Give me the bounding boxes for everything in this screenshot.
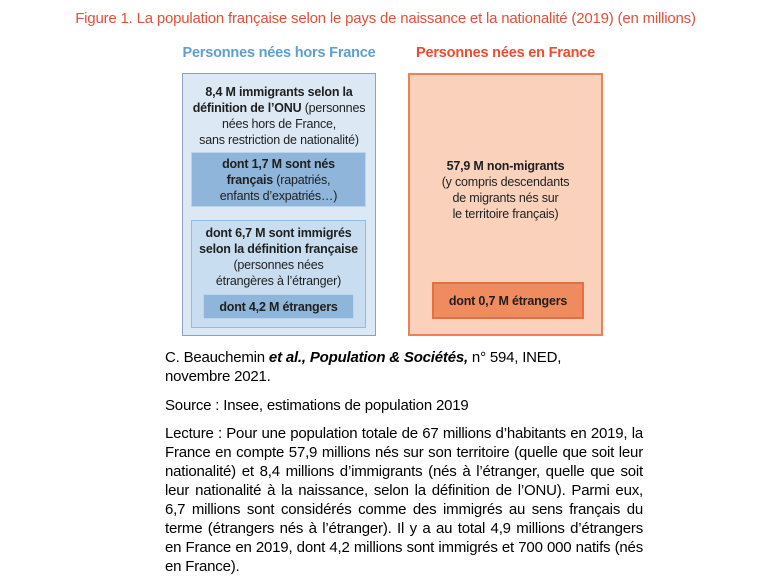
left-column-header: Personnes nées hors France (182, 45, 376, 61)
text-segment: dont 1,7 M sont nés (222, 157, 335, 171)
born-abroad-box (182, 73, 376, 336)
foreigners-natives-label (449, 293, 567, 309)
text-segment: enfants d’expatriés…) (219, 189, 338, 203)
text-segment: n° 594, INED, (467, 349, 562, 366)
text-segment: nées hors de France, (221, 117, 337, 131)
text-segment: novembre 2021. (165, 368, 271, 385)
text-segment: dont 0,7 M étrangers (448, 293, 568, 308)
text-segment: étrangères à l’étranger) (215, 274, 342, 288)
lecture-paragraph: Lecture : Pour une population totale de 67 millions d’habitants en 2019, la France en compte 57,9 millions nés sur son territoire (quelle que soit leur nationalité) et 8,4 millions d’immigrants (nés à l’étranger, quelle que soit leur nationalité à la naissance, selon la définition de l’ONU). Parmi eux, 6,7 millions sont considérés comme des immigrés au sens français du terme (étrangers nés à l’étranger). Il y a au total 4,9 millions d’étrangers en France en 2019, dont 4,2 millions sont immigrés et 700 000 natifs (nés en France). (165, 425, 643, 575)
citation (165, 348, 643, 386)
text-segment: français (226, 173, 277, 187)
text-segment: le territoire français) (452, 207, 559, 221)
non-migrants-label (410, 158, 601, 222)
text-segment: dont 6,7 M sont immigrés (205, 226, 352, 240)
text-segment: (personnes nées (233, 258, 324, 272)
text-segment: dont 4,2 M étrangers (219, 299, 338, 314)
foreigners-natives-box (432, 282, 584, 319)
born-french-box (191, 152, 366, 207)
text-segment: de migrants nés sur (452, 191, 559, 205)
text-segment: selon la définition française (199, 242, 358, 256)
foreigners-immigres-box (203, 294, 354, 319)
un-immigrants-label (183, 84, 375, 148)
text-segment: 8,4 M immigrants selon la (205, 85, 353, 99)
text-segment: C. Beauchemin (165, 349, 269, 366)
notes (165, 348, 643, 576)
source-line: Source : Insee, estimations de population 2019 (165, 397, 469, 414)
text-segment: (rapatriés, (276, 173, 331, 187)
text-segment: (y compris descendants (441, 175, 570, 189)
born-french-label (192, 156, 365, 204)
text-segment: définition de l’ONU (192, 101, 305, 115)
figure-title: Figure 1. La population française selon le pays de naissance et la nationalité (2019) (en millions) (75, 10, 696, 27)
foreigners-immigres-label (219, 299, 337, 315)
text-segment: et al., Population & Sociétés, (268, 349, 468, 366)
immigres-box (191, 220, 366, 328)
born-in-france-box (408, 73, 603, 336)
text-segment: sans restriction de nationalité) (199, 133, 359, 147)
text-segment: 57,9 M non-migrants (446, 159, 565, 173)
right-column-header: Personnes nées en France (416, 45, 595, 61)
text-segment: (personnes (304, 101, 366, 115)
immigres-label (192, 225, 365, 289)
